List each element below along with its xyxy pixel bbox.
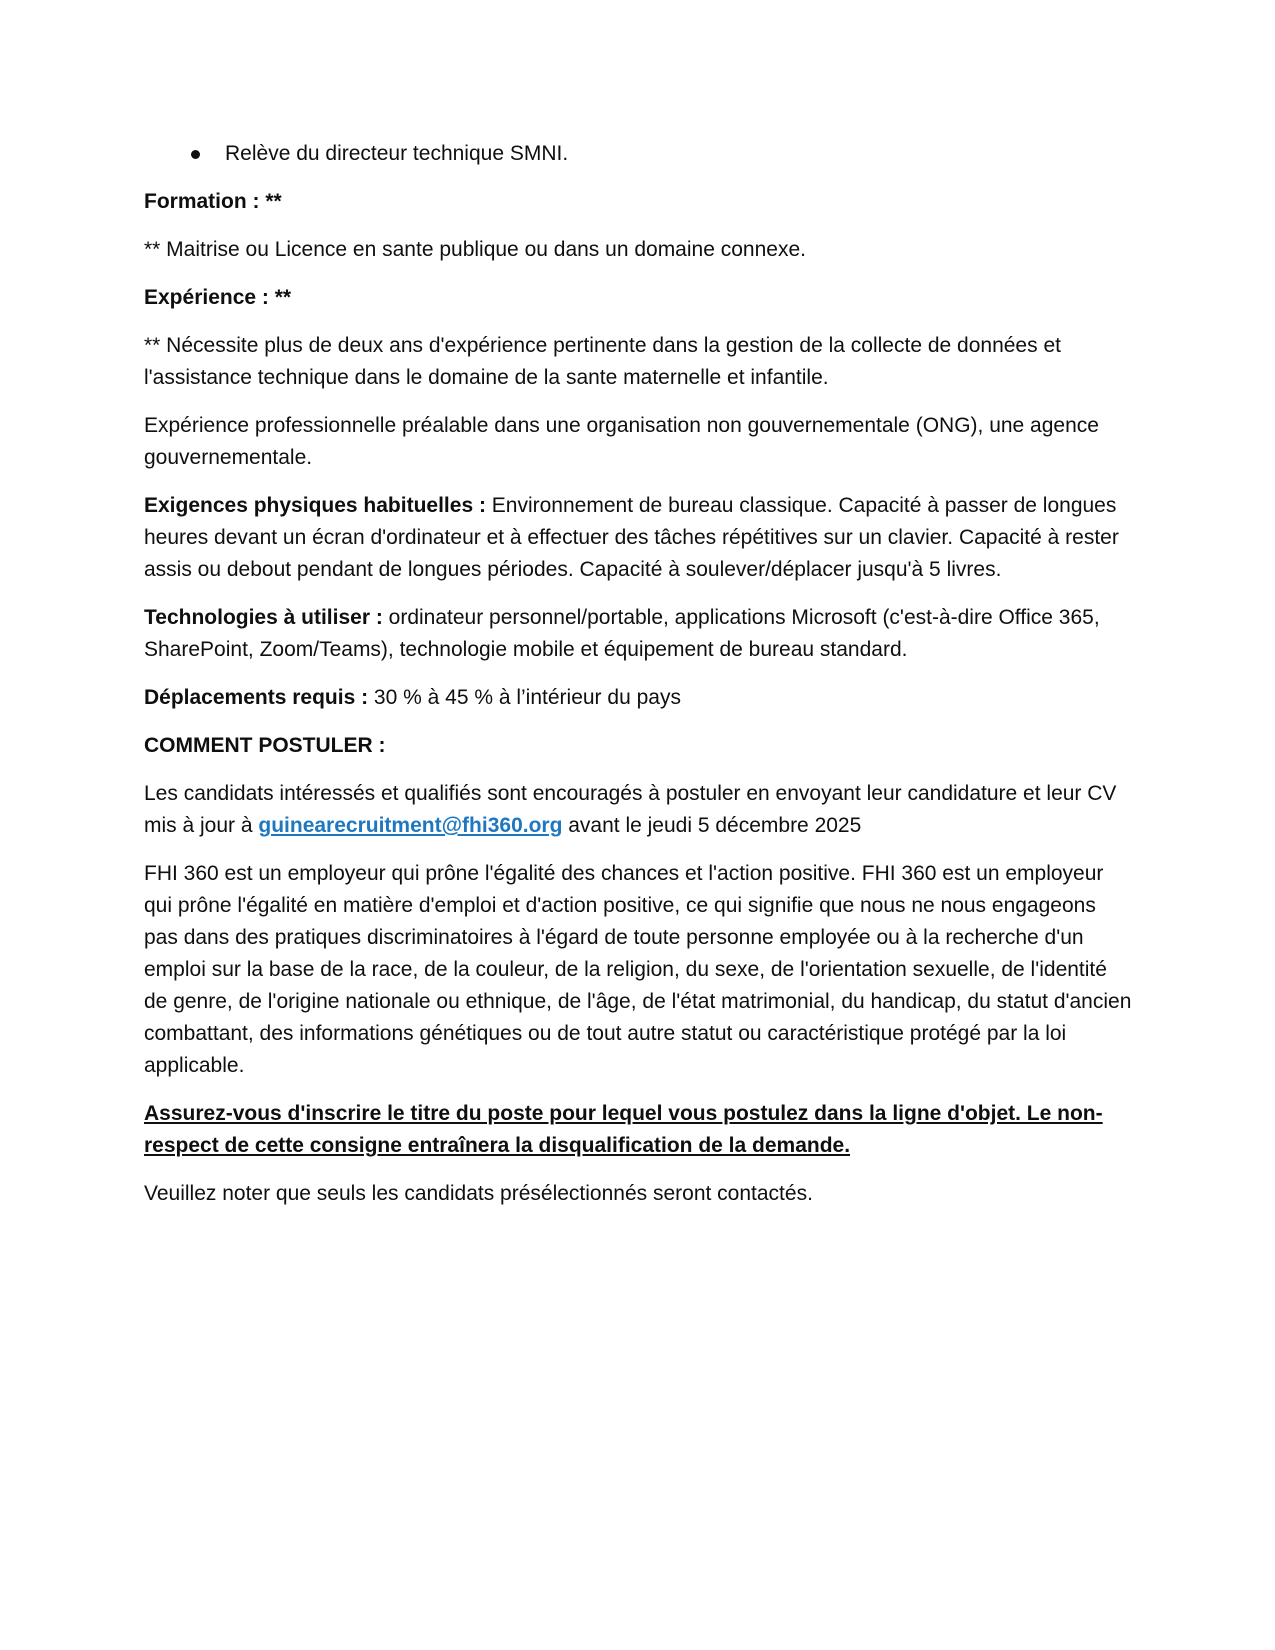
paragraph-technologies	[144, 602, 1134, 666]
paragraph-formation-body: ** Maitrise ou Licence en sante publique ou dans un domaine connexe.	[144, 238, 806, 261]
heading-comment-postuler: COMMENT POSTULER :	[144, 734, 386, 757]
label-deplacements: Déplacements requis :	[144, 686, 369, 709]
text-deplacements: 30 % à 45 % à l’intérieur du pays	[368, 686, 681, 709]
list-item-releve	[144, 138, 1134, 170]
paragraph-experience-prealable: Expérience professionnelle préalable dans une organisation non gouvernementale (ONG), une agence gouvernementale.	[144, 414, 1099, 469]
paragraph-how-to-apply	[144, 778, 1134, 842]
text-apply-before-link: Les candidats intéressés et qualifiés sont encouragés à postuler en envoyant leur candidature et leur CV mis à jour à	[144, 782, 1117, 837]
paragraph-experience-body: ** Nécessite plus de deux ans d'expérience pertinente dans la gestion de la collecte de données et l'assistance technique dans le domaine de la sante maternelle et infantile.	[144, 334, 1061, 389]
recruitment-email-link[interactable]: guinearecruitment@fhi360.org	[258, 814, 563, 837]
list-item-text: Relève du directeur technique SMNI.	[225, 142, 569, 165]
paragraph-subject-line-warning: Assurez-vous d'inscrire le titre du poste pour lequel vous postulez dans la ligne d'objet. Le non-respect de cette consigne entraînera la disqualification de la demande.	[144, 1102, 1103, 1157]
paragraph-exigences-physiques	[144, 490, 1134, 586]
label-exigences: Exigences physiques habituelles :	[144, 494, 486, 517]
document-body	[144, 138, 1134, 1226]
paragraph-eeo-statement: FHI 360 est un employeur qui prône l'égalité des chances et l'action positive. FHI 360 est un employeur qui prône l'égalité en matière d'emploi et d'action positive, ce qui signifie que nous ne nous engageons pas dans des pratiques discriminatoires à l'égard de toute personne employée ou à la recherche d'un emploi sur la base de la race, de la couleur, de la religion, du sexe, de l'orientation sexuelle, de l'identité de genre, de l'origine nationale ou ethnique, de l'âge, de l'état matrimonial, du handicap, du statut d'ancien combattant, des informations génétiques ou de tout autre statut ou caractéristique protégé par la loi applicable.	[144, 862, 1132, 1077]
text-apply-after-link: avant le jeudi 5 décembre 2025	[562, 814, 862, 837]
paragraph-shortlist-note: Veuillez noter que seuls les candidats présélectionnés seront contactés.	[144, 1182, 813, 1205]
bullet-icon	[191, 150, 200, 159]
text-technologies: ordinateur personnel/portable, applications Microsoft (c'est-à-dire Office 365, SharePoint, Zoom/Teams), technologie mobile et équipement de bureau standard.	[144, 606, 1100, 661]
heading-formation: Formation : **	[144, 190, 282, 213]
heading-experience: Expérience : **	[144, 286, 292, 309]
text-exigences: Environnement de bureau classique. Capacité à passer de longues heures devant un écran d'ordinateur et à effectuer des tâches répétitives sur un clavier. Capacité à rester assis ou debout pendant de longues périodes. Capacité à soulever/déplacer jusqu'à 5 livres.	[144, 494, 1119, 581]
paragraph-deplacements	[144, 682, 1134, 714]
label-technologies: Technologies à utiliser :	[144, 606, 383, 629]
